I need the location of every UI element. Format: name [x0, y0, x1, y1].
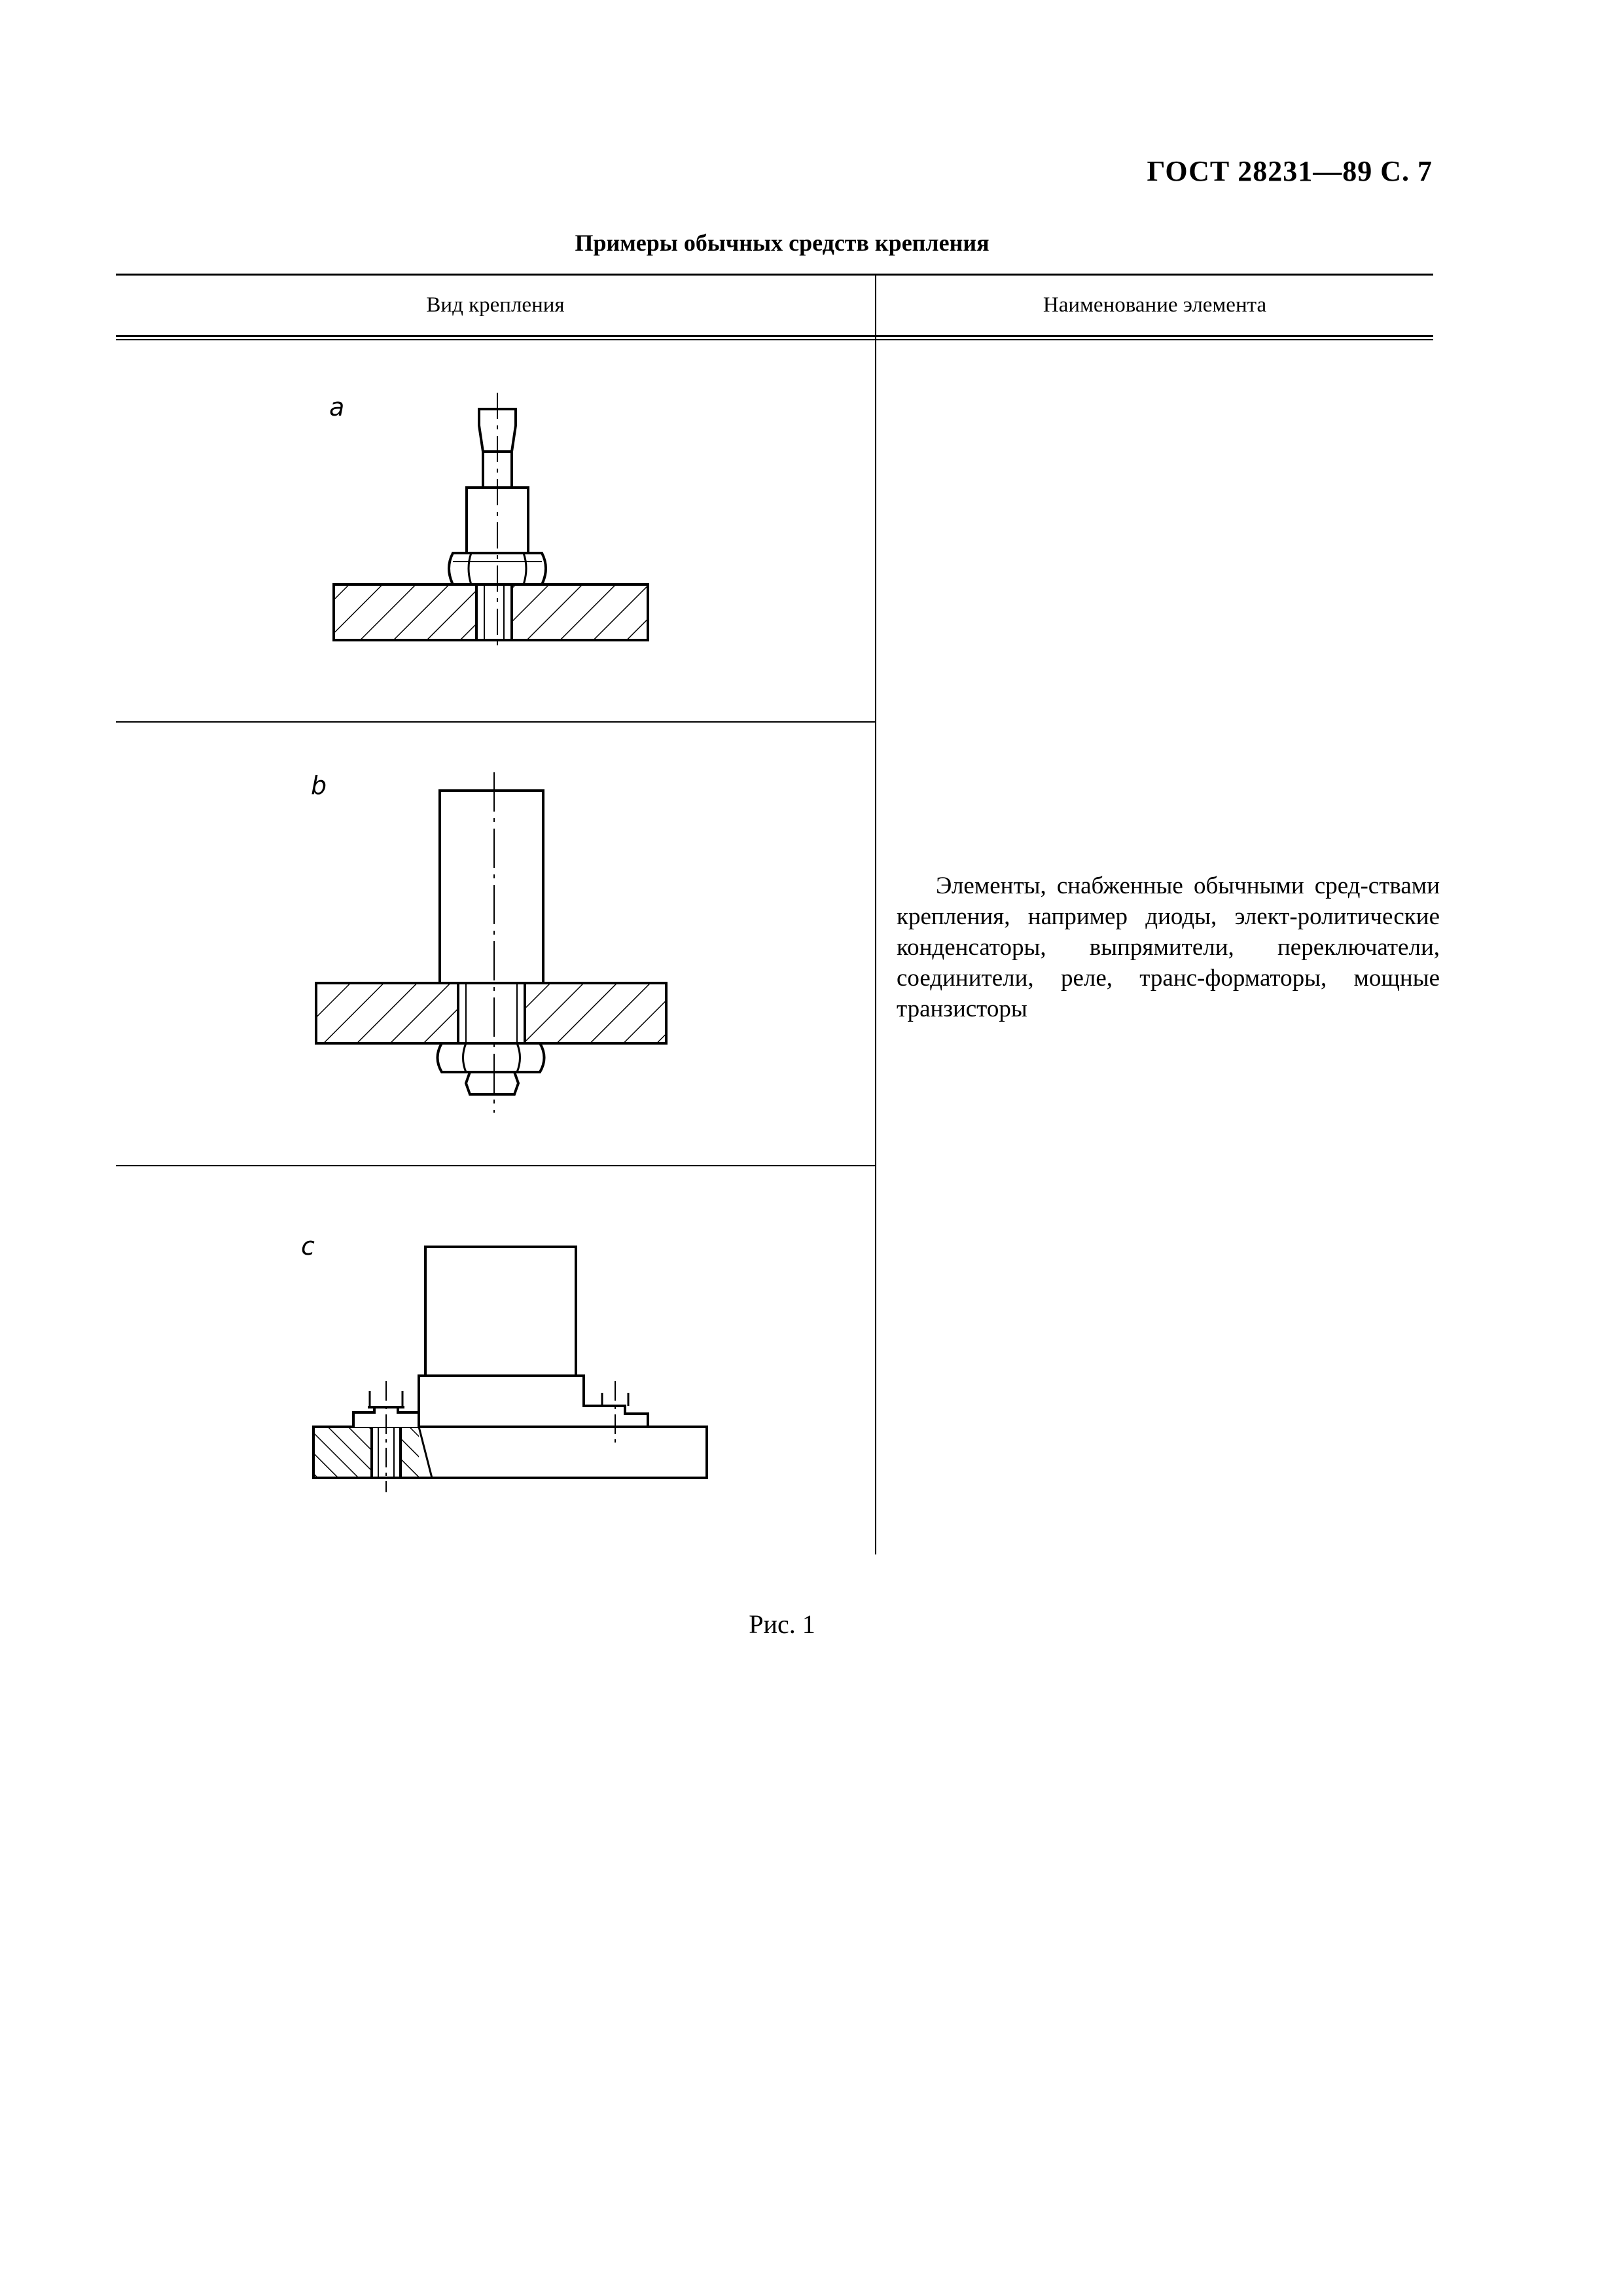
- figure-caption: Рис. 1: [749, 1609, 815, 1639]
- page-header: ГОСТ 28231—89 С. 7: [1147, 155, 1433, 187]
- figure-label-c: c: [301, 1232, 315, 1261]
- drawing-b: [316, 772, 666, 1113]
- element-description-text: Элементы, снабженные обычными сред-ствами крепления, например диоды, элект-ролитические конденсаторы, выпрямители, переключатели, соединители, реле, транс-форматоры, мощные транзисторы: [897, 872, 1440, 1022]
- table-title: Примеры обычных средств крепления: [575, 230, 990, 256]
- drawing-c: [313, 1247, 707, 1492]
- drawing-a: [334, 393, 648, 651]
- figure-label-b: b: [311, 771, 327, 800]
- figure-label-a: a: [329, 393, 345, 422]
- column-header-mount-type: Вид крепления: [426, 293, 565, 317]
- column-header-element-name: Наименование элемента: [1043, 293, 1267, 317]
